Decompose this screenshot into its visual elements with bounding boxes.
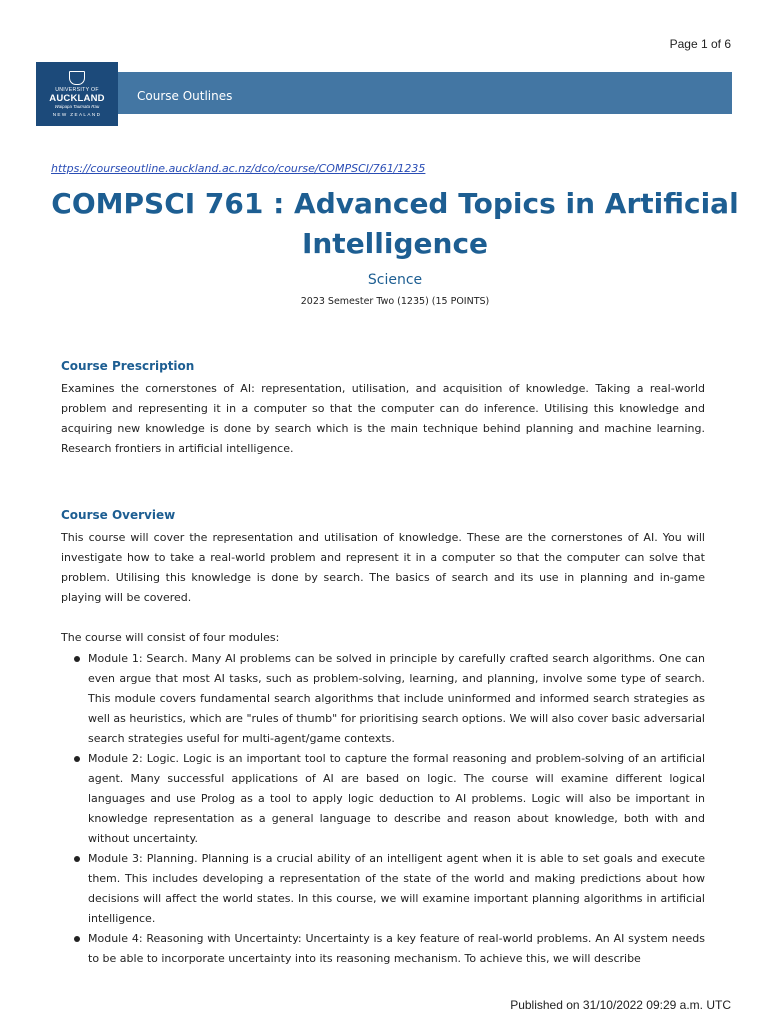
published-footer: Published on 31/10/2022 09:29 a.m. UTC	[510, 998, 731, 1012]
course-title: COMPSCI 761 : Advanced Topics in Artificial Intelligence	[51, 187, 739, 260]
module-text: Module 1: Search. Many AI problems can be solved in principle by carefully crafted search algorithms. One can even argue that most AI tasks, such as problem-solving, learning, and planning, involve some type of search. This module covers fundamental search algorithms that include uninformed and informed search strategies as well as heuristics, which are "rules of thumb" for prioritising search options. We will also cover basic adversarial search strategies useful for multi-agent/game contexts.	[88, 652, 705, 745]
bullet-icon	[74, 856, 80, 862]
overview-heading: Course Overview	[61, 508, 176, 522]
list-item	[61, 929, 705, 969]
prescription-heading: Course Prescription	[61, 359, 195, 373]
logo-line-1: UNIVERSITY OF	[55, 87, 99, 93]
module-text: Module 4: Reasoning with Uncertainty: Uncertainty is a key feature of real-world problems. An AI system needs to be able to incorporate uncertainty into its reasoning mechanism. To achieve this, we will describe	[88, 932, 705, 965]
prescription-text: Examines the cornerstones of AI: representation, utilisation, and acquisition of knowledge. Taking a real-world problem and representing it in a computer so that the computer can do inference. Utilising this knowledge and acquiring new knowledge is done by search which is the main technique behind planning and machine learning. Research frontiers in artificial intelligence.	[61, 382, 705, 455]
bullet-icon	[74, 656, 80, 662]
faculty-name: Science	[367, 272, 423, 288]
crest-icon	[69, 71, 85, 85]
logo-line-3: Waipapa Taumata Rau	[54, 104, 100, 109]
list-item	[61, 649, 705, 749]
module-text: Module 2: Logic. Logic is an important tool to capture the formal reasoning and problem-solving of an artificial agent. Many successful applications of AI are based on logic. The course will examine different logical languages and use Prolog as a tool to apply logic deduction to AI problems. Logic will also be important in knowledge representation as a general language to describe and reason about knowledge, both with and without uncertainty.	[88, 752, 705, 845]
course-url-link[interactable]: https://courseoutline.auckland.ac.nz/dco/course/COMPSCI/761/1235	[51, 162, 426, 175]
bullet-icon	[74, 756, 80, 762]
university-logo[interactable]	[36, 62, 118, 126]
module-text: Module 3: Planning. Planning is a crucial ability of an intelligent agent when it is able to set goals and execute them. This includes developing a representation of the state of the world and making predictions about how decisions will affect the world states. In this course, we will examine important planning algorithms in artificial intelligence.	[88, 852, 705, 925]
modules-intro: The course will consist of four modules:	[61, 631, 280, 644]
logo-line-2: AUCKLAND	[49, 93, 105, 104]
overview-text: This course will cover the representation and utilisation of knowledge. These are the cornerstones of AI. You will investigate how to take a real-world problem and represent it in a computer so that the computer can solve that problem. Utilising this knowledge is done by search. The basics of search and its use in planning and in-game playing will be covered.	[61, 531, 705, 604]
modules-list	[61, 649, 705, 969]
page-indicator: Page 1 of 6	[669, 37, 731, 51]
banner-title[interactable]: Course Outlines	[137, 89, 233, 103]
list-item	[61, 849, 705, 929]
bullet-icon	[74, 936, 80, 942]
semester-info: 2023 Semester Two (1235) (15 POINTS)	[300, 296, 490, 307]
list-item	[61, 749, 705, 849]
logo-line-4: NEW ZEALAND	[52, 112, 102, 117]
